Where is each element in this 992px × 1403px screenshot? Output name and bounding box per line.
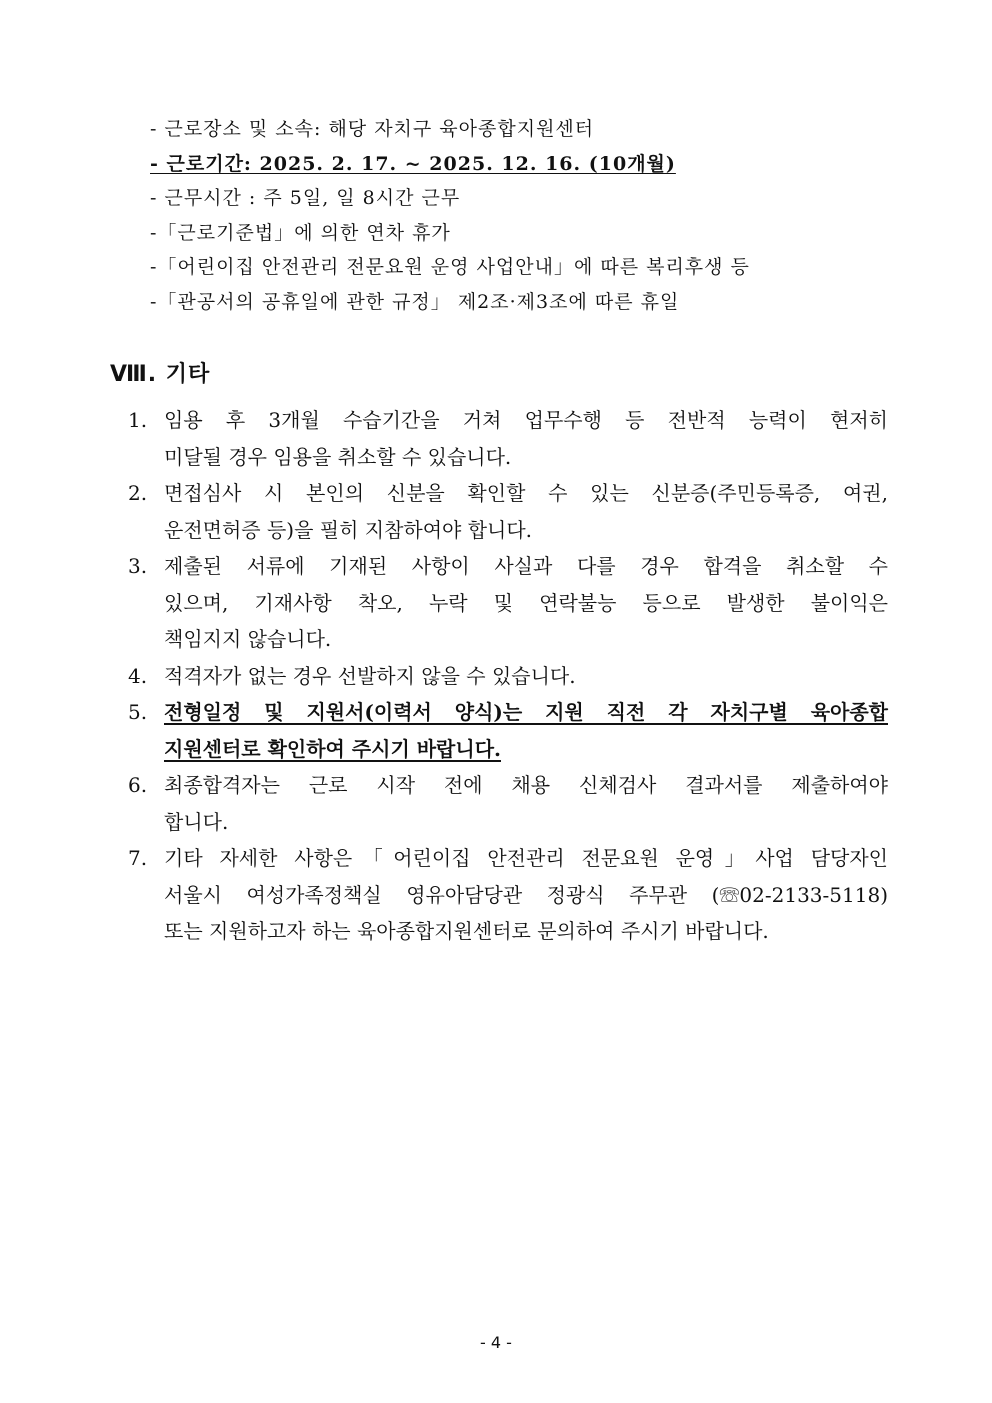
item-line: 임용 후 3개월 수습기간을 거쳐 업무수행 등 전반적 능력이 현저히	[164, 408, 888, 432]
item-line: 최종합격자는 근로 시작 전에 채용 신체검사 결과서를 제출하여야	[164, 773, 888, 797]
item-line: 또는 지원하고자 하는 육아종합지원센터로 문의하여 주시기 바랍니다.	[164, 919, 769, 943]
other-notes-list	[128, 402, 888, 950]
item-number: 3.	[128, 554, 148, 578]
item-line: 서울시 여성가족정책실 영유아담당관 정광식 주무관 (☏02-2133-5118)	[164, 882, 888, 907]
item-line: 운전면허증 등)을 필히 지참하여야 합니다.	[164, 517, 533, 542]
list-item	[128, 767, 888, 840]
item-line: 적격자가 없는 경우 선발하지 않을 수 있습니다.	[164, 663, 576, 688]
item-line: 미달될 경우 임용을 취소할 수 있습니다.	[164, 444, 512, 469]
item-number: 2.	[128, 481, 148, 505]
item-number: 7.	[128, 846, 148, 870]
bullet-holidays: -「관공서의 공휴일에 관한 규정」 제2조·제3조에 따른 휴일	[150, 290, 680, 313]
list-item	[128, 658, 888, 695]
list-item	[128, 548, 888, 658]
work-conditions-list	[150, 112, 910, 319]
item-line: 합니다.	[164, 809, 229, 834]
list-item	[128, 694, 888, 767]
bullet-annual-leave: -「근로기준법」에 의한 연차 휴가	[150, 221, 451, 244]
item-line: 제출된 서류에 기재된 사항이 사실과 다를 경우 합격을 취소할 수	[164, 554, 888, 578]
item-number: 1.	[128, 408, 148, 432]
item-number: 4.	[128, 663, 148, 688]
item-number: 5.	[128, 700, 148, 724]
item-line: 면접심사 시 본인의 신분을 확인할 수 있는 신분증(주민등록증, 여권,	[164, 481, 888, 505]
bullet-work-hours: - 근무시간 : 주 5일, 일 8시간 근무	[150, 187, 461, 209]
list-item	[128, 402, 888, 475]
item-line: 있으며, 기재사항 착오, 누락 및 연락불능 등으로 발생한 불이익은	[164, 590, 888, 615]
item-line: 책임지지 않습니다.	[164, 627, 332, 651]
bullet-welfare: -「어린이집 안전관리 전문요원 운영 사업안내」에 따른 복리후생 등	[150, 256, 750, 278]
section-heading: Ⅷ. 기타	[110, 362, 211, 387]
list-item	[128, 475, 888, 548]
item-line: 지원센터로 확인하여 주시기 바랍니다.	[164, 736, 501, 761]
page-number: - 4 -	[480, 1333, 512, 1352]
item-line: 전형일정 및 지원서(이력서 양식)는 지원 직전 각 자치구별 육아종합	[164, 700, 888, 724]
list-item	[128, 840, 888, 950]
item-line: 기타 자세한 사항은「어린이집 안전관리 전문요원 운영」사업 담당자인	[164, 846, 888, 870]
bullet-work-location: - 근로장소 및 소속: 해당 자치구 육아종합지원센터	[150, 118, 595, 140]
item-number: 6.	[128, 773, 148, 797]
bullet-work-period: - 근로기간: 2025. 2. 17. ~ 2025. 12. 16. (10개월)	[150, 152, 676, 175]
